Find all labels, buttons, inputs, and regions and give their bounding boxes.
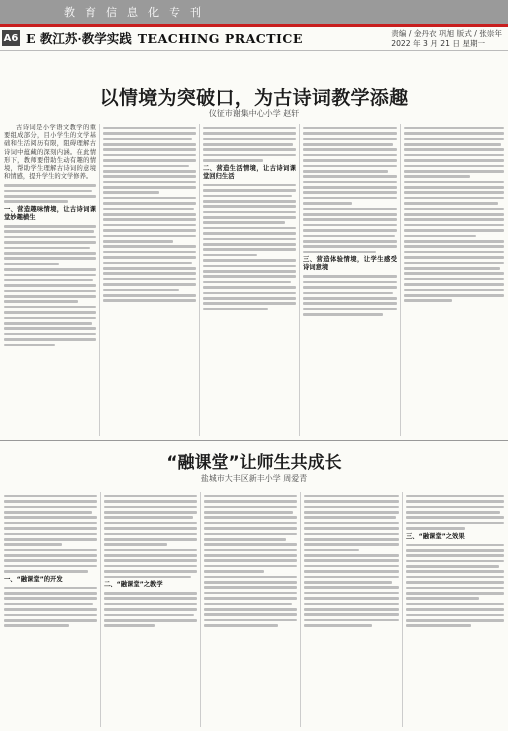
section-title-english: TEACHING PRACTICE [137, 30, 303, 46]
text-lines [303, 127, 397, 254]
column-rule [299, 124, 300, 436]
text-lines [104, 495, 197, 578]
article1-intro: 古诗词是小学语文教学的重要组成部分，目小学生的文学基础和生活阅历有限，阻碍理解古诗词中蕴藏的深刻内涵。在此情形下，教师要借助生动有趣的情境，帮助学生理解古诗词的意境和情感，提升学生的文学修养。 [4, 124, 96, 181]
article1-column-1 [4, 124, 96, 436]
header-divider [0, 50, 508, 51]
text-lines [104, 592, 197, 627]
text-lines [406, 544, 504, 627]
column-rule [199, 124, 200, 436]
issue-date: 2022 年 3 月 21 日 星期一 [391, 39, 486, 48]
issue-meta [391, 29, 502, 49]
page-number: A6 [2, 30, 20, 46]
article1-subheading-3: 三、营造体验情境，让学生感受诗词意境 [303, 256, 397, 272]
masthead-banner-bar [0, 0, 508, 24]
article2-column-5 [406, 492, 504, 727]
column-rule [99, 124, 100, 436]
column-rule [200, 492, 201, 727]
text-lines [204, 495, 297, 627]
section-header [0, 27, 508, 49]
column-rule [100, 492, 101, 727]
article2-byline: 盐城市大丰区新丰小学 周爱青 [200, 474, 308, 483]
article2-column-2 [104, 492, 197, 727]
article1-title: 以情境为突破口，为古诗词教学添趣 [99, 87, 409, 109]
text-lines [103, 127, 196, 302]
column-rule [300, 492, 301, 727]
article2-column-3 [204, 492, 297, 727]
article2-column-4 [304, 492, 399, 727]
article2-title: “融课堂”让师生共成长 [166, 453, 342, 473]
text-lines [303, 275, 397, 315]
article1-subheading-2: 二、营造生活情境，让古诗词课堂回归生活 [203, 164, 296, 180]
column-rule [402, 492, 403, 727]
article2-column-1 [4, 492, 97, 727]
text-lines [406, 495, 504, 530]
article1-column-4 [303, 124, 397, 436]
masthead-banner: 教育信息化专刊 [64, 6, 211, 19]
article-divider [0, 440, 508, 441]
article1-column-2 [103, 124, 196, 436]
text-lines [304, 495, 399, 627]
text-lines [4, 587, 97, 627]
section-title: E 教江苏·教学实践 [26, 31, 132, 46]
article2-subheading-2: 二、“融课堂”之教学 [104, 581, 163, 589]
text-lines [203, 127, 296, 162]
editor-credits: 责编 / 金丹衣 巩旭 版式 / 张崇年 [391, 29, 502, 38]
text-lines [4, 495, 97, 573]
column-rule [400, 124, 401, 436]
article2-subheading-1: 一、“融课堂”的开发 [4, 575, 63, 583]
text-lines [4, 225, 96, 346]
text-lines [203, 184, 296, 311]
text-lines [4, 184, 96, 203]
article1-column-5 [404, 124, 504, 436]
article1-subheading-1: 一、营造趣味情境，让古诗词课堂妙趣横生 [4, 205, 96, 221]
article1-byline: 仪征市谢集中心小学 赵轩 [208, 109, 300, 118]
text-lines [404, 127, 504, 302]
article1-column-3 [203, 124, 296, 436]
article2-subheading-3: 三、“融课堂”之效果 [406, 532, 465, 540]
